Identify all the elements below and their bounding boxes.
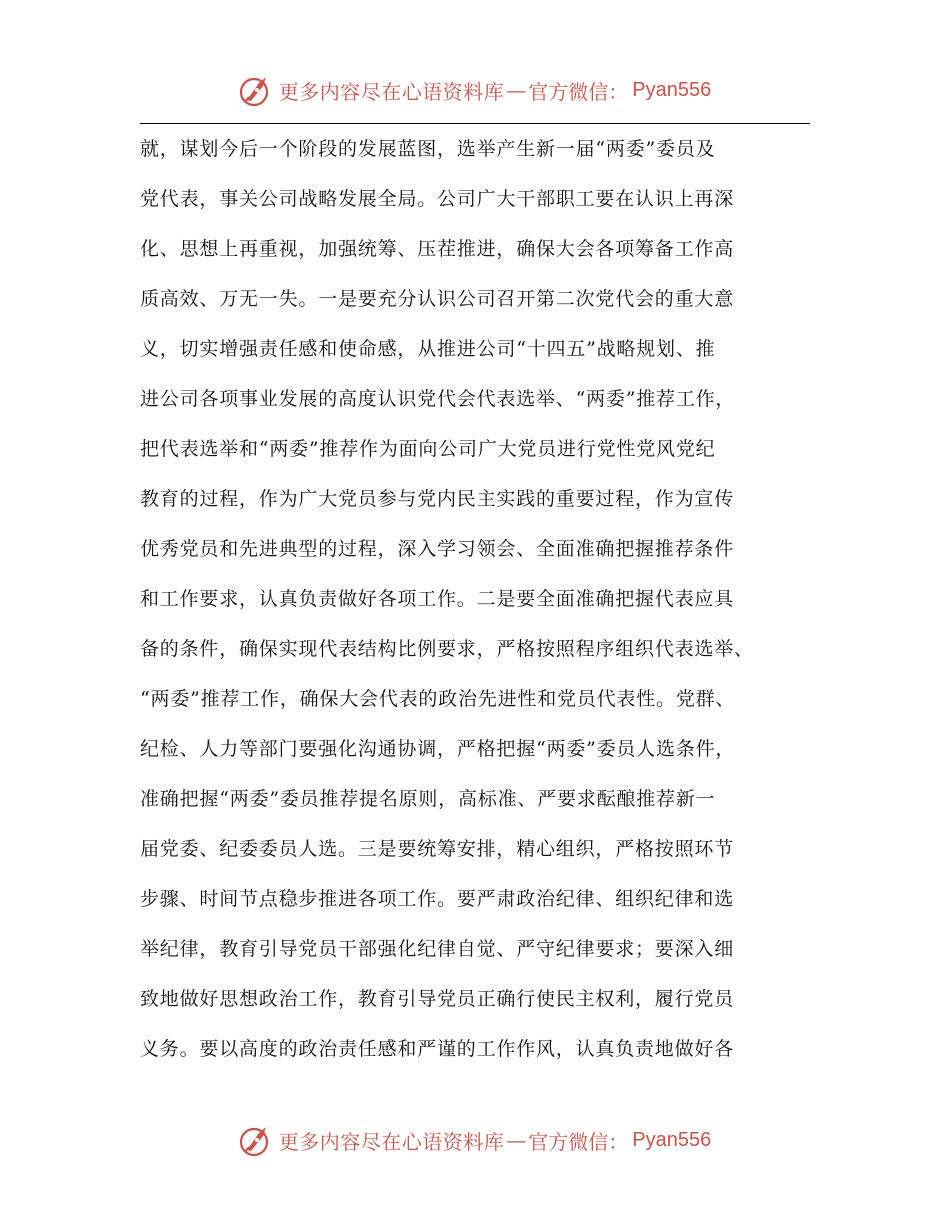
pen-nib-logo-icon — [239, 73, 273, 107]
document-body — [140, 124, 810, 1074]
text-line: 质高效、万无一失。一是要充分认识公司召开第二次党代会的重大意 — [140, 288, 735, 310]
text-line: 进公司各项事业发展的高度认识党代会代表选举、“两委”推荐工作， — [140, 388, 736, 410]
text-line: 义务。要以高度的政治责任感和严谨的工作作风，认真负责地做好各 — [140, 1038, 735, 1060]
text-line: 步骤、时间节点稳步推进各项工作。要严肃政治纪律、组织纪律和选 — [140, 888, 735, 910]
banner-separator: — — [506, 1128, 527, 1152]
wechat-handle: Pyan556 — [632, 78, 712, 101]
header-watermark — [0, 72, 950, 108]
text-line: 准确把握“两委”委员推荐提名原则，高标准、严要求酝酿推荐新一 — [140, 788, 716, 810]
text-line: 把代表选举和“两委”推荐作为面向公司广大党员进行党性党风党纪 — [140, 438, 716, 460]
footer-watermark — [0, 1122, 950, 1158]
text-line: 备的条件，确保实现代表结构比例要求，严格按照程序组织代表选举、 — [140, 638, 754, 660]
wechat-label: 官方微信： — [528, 1129, 629, 1154]
text-line: 纪检、人力等部门要强化沟通协调，严格把握“两委”委员人选条件， — [140, 738, 736, 760]
banner-separator: — — [506, 78, 527, 102]
text-line: 届党委、纪委委员人选。三是要统筹安排，精心组织，严格按照环节 — [140, 838, 735, 860]
text-line: 致地做好思想政治工作，教育引导党员正确行使民主权利，履行党员 — [140, 988, 735, 1010]
text-line: 化、思想上再重视，加强统筹、压茬推进，确保大会各项筹备工作高 — [140, 238, 735, 260]
brand-text: 更多内容尽在心语资料库 — [278, 79, 505, 104]
text-line: 党代表，事关公司战略发展全局。公司广大干部职工要在认识上再深 — [140, 188, 735, 210]
text-line: 义，切实增强责任感和使命感，从推进公司“十四五”战略规划、推 — [140, 338, 716, 360]
text-line: 就，谋划今后一个阶段的发展蓝图，选举产生新一届“两委”委员及 — [140, 138, 716, 160]
pen-nib-logo-icon — [239, 1123, 273, 1157]
text-line: 优秀党员和先进典型的过程，深入学习领会、全面准确把握推荐条件 — [140, 538, 735, 560]
text-line: 和工作要求，认真负责做好各项工作。二是要全面准确把握代表应具 — [140, 588, 735, 610]
brand-text: 更多内容尽在心语资料库 — [278, 1129, 505, 1154]
text-line: 教育的过程，作为广大党员参与党内民主实践的重要过程，作为宣传 — [140, 488, 735, 510]
text-line: 举纪律，教育引导党员干部强化纪律自觉、严守纪律要求；要深入细 — [140, 938, 735, 960]
wechat-handle: Pyan556 — [632, 1128, 712, 1151]
wechat-label: 官方微信： — [528, 79, 629, 104]
text-line: “两委”推荐工作，确保大会代表的政治先进性和党员代表性。党群、 — [140, 688, 736, 710]
